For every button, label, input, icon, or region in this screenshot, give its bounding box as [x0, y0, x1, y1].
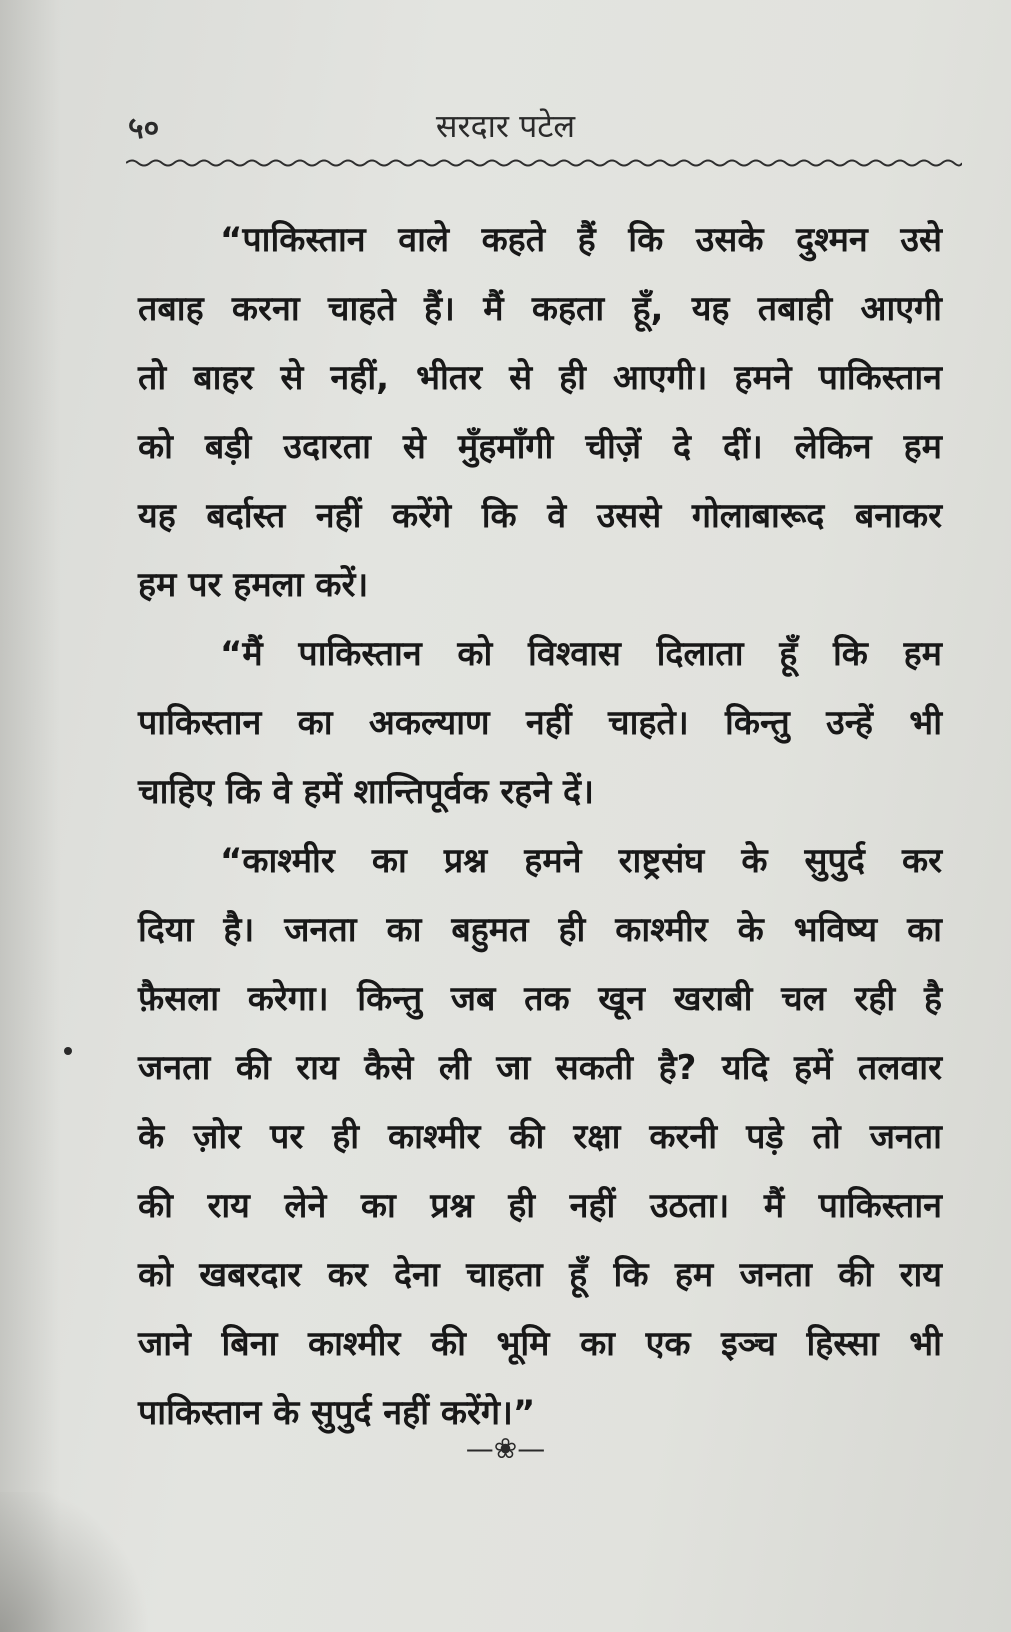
paragraph-3-line-3: फ़ैसला करेगा। किन्तु जब तक खून खराबी चल रही है [138, 979, 942, 1019]
paragraph-1-line-6: हम पर हमला करें। [138, 565, 369, 605]
wavy-divider [126, 156, 962, 170]
body-text [138, 206, 942, 1448]
paragraph-1-line-3: तो बाहर से नहीं, भीतर से ही आएगी। हमने पाकिस्तान [138, 358, 942, 398]
paragraph-3-line-1: “काश्मीर का प्रश्न हमने राष्ट्रसंघ के सुपुर्द कर [220, 841, 942, 881]
gutter-shadow [0, 0, 60, 1632]
paragraph-3-line-5: के ज़ोर पर ही काश्मीर की रक्षा करनी पड़े तो जनता [138, 1117, 942, 1157]
page-header [0, 100, 1011, 150]
paragraph-3-line-2: दिया है। जनता का बहुमत ही काश्मीर के भविष्य का [138, 910, 942, 950]
print-speck [64, 1047, 72, 1055]
paragraph-1-line-2: तबाह करना चाहते हैं। मैं कहता हूँ, यह तबाही आएगी [138, 289, 942, 329]
paragraph-3-line-6: की राय लेने का प्रश्न ही नहीं उठता। मैं पाकिस्तान [138, 1186, 942, 1226]
paragraph-1-line-1: “पाकिस्तान वाले कहते हैं कि उसके दुश्मन उसे [220, 220, 942, 260]
end-ornament: —❀— [465, 1432, 546, 1465]
corner-shadow [0, 1492, 160, 1632]
paragraph-3-line-8: जाने बिना काश्मीर की भूमि का एक इञ्च हिस्सा भी [138, 1324, 942, 1364]
paragraph-2-line-3: चाहिए कि वे हमें शान्तिपूर्वक रहने दें। [138, 772, 594, 812]
paragraph-3-line-4: जनता की राय कैसे ली जा सकती है? यदि हमें तलवार [138, 1048, 942, 1088]
paragraph-1-line-4: को बड़ी उदारता से मुँहमाँगी चीज़ें दे दीं। लेकिन हम [138, 427, 942, 467]
running-head: सरदार पटेल [435, 107, 576, 145]
paragraph-2-line-1: “मैं पाकिस्तान को विश्वास दिलाता हूँ कि हम [220, 634, 942, 674]
paragraph-3-line-7: को खबरदार कर देना चाहता हूँ कि हम जनता की राय [138, 1255, 942, 1295]
paragraph-1-line-5: यह बर्दास्त नहीं करेंगे कि वे उससे गोलाबारूद बनाकर [138, 496, 942, 536]
page-number: ५० [128, 111, 160, 146]
paragraph-2-line-2: पाकिस्तान का अकल्याण नहीं चाहते। किन्तु उन्हें भी [138, 703, 942, 743]
paragraph-3-line-9: पाकिस्तान के सुपुर्द नहीं करेंगे।” [138, 1393, 536, 1433]
